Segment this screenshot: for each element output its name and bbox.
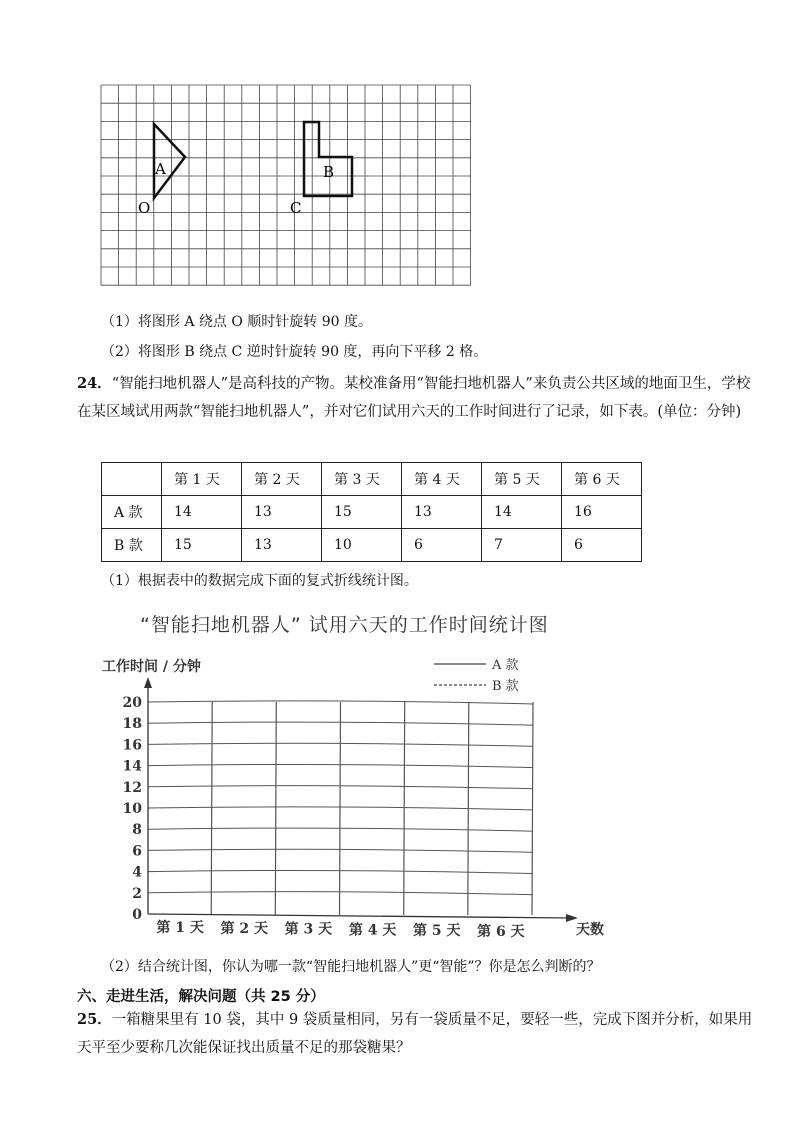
q24-number: 24． — [77, 375, 112, 392]
table-cell: A 款 — [102, 496, 162, 529]
y-axis-label: 工作时间 / 分钟 — [102, 659, 201, 675]
label-a: A — [155, 160, 166, 178]
chart-gridline — [148, 870, 533, 873]
q24-text — [77, 370, 757, 426]
chart-vline — [404, 702, 405, 915]
table-header-cell: 第 6 天 — [562, 463, 642, 496]
x-tick-label: 第 6 天 — [477, 924, 525, 940]
grid-figure — [96, 80, 480, 296]
chart-gridline — [148, 849, 533, 852]
chart-grid — [148, 701, 533, 915]
table-cell: 15 — [162, 529, 242, 562]
x-tick-label: 第 5 天 — [413, 923, 461, 940]
grid-lines — [101, 85, 471, 285]
table-cell: 6 — [402, 529, 482, 562]
x-tick-label: 第 3 天 — [284, 921, 333, 938]
table-cell: 13 — [242, 496, 322, 529]
y-tick-label: 20 — [122, 695, 142, 711]
label-c: C — [290, 199, 302, 217]
label-b: B — [323, 163, 335, 181]
table-header-cell: 第 5 天 — [482, 463, 562, 496]
y-tick-label: 12 — [122, 779, 142, 796]
y-tick-labels — [123, 695, 143, 923]
table-header-cell — [102, 463, 162, 496]
y-tick-label: 2 — [132, 885, 142, 902]
y-tick-label: 14 — [122, 758, 142, 775]
table-cell: 13 — [242, 529, 322, 562]
legend-b-label: B 款 — [492, 679, 519, 694]
y-tick-label: 8 — [132, 822, 142, 839]
table-cell: 6 — [562, 529, 642, 562]
table-cell: 14 — [162, 496, 242, 529]
x-axis — [148, 914, 570, 918]
y-tick-label: 16 — [122, 737, 142, 754]
table-header-cell: 第 2 天 — [242, 463, 322, 496]
table-cell: B 款 — [102, 529, 162, 562]
y-tick-label: 10 — [122, 801, 142, 817]
x-tick-label: 第 1 天 — [156, 920, 204, 936]
y-tick-label: 0 — [132, 907, 142, 923]
chart-vline — [468, 702, 469, 915]
x-tick-label: 第 4 天 — [348, 922, 397, 939]
chart-title: “智能扫地机器人” 试用六天的工作时间统计图 — [140, 614, 549, 636]
section-6-title: 六、走进生活，解决问题（共 25 分） — [77, 989, 325, 1005]
table-header-cell: 第 1 天 — [162, 463, 242, 496]
q24-part2: （2）结合统计图，你认为哪一款“智能扫地机器人”更“智能”？你是怎么判断的？ — [101, 959, 601, 975]
y-tick-label: 4 — [132, 864, 142, 881]
table-cell: 15 — [322, 496, 402, 529]
line-chart — [96, 640, 616, 946]
table-row — [102, 496, 642, 529]
x-tick-label: 第 2 天 — [220, 920, 269, 937]
chart-vline — [532, 702, 533, 915]
q25-number: 25． — [77, 1011, 112, 1028]
chart-vline — [275, 702, 276, 915]
chart-vline — [340, 702, 341, 915]
table-cell: 7 — [482, 529, 562, 562]
table-cell: 10 — [322, 529, 402, 562]
chart-vline — [211, 702, 212, 915]
q24-body: “智能扫地机器人”是高科技的产物。某校准备用“智能扫地机器人”来负责公共区域的地面卫生，学校在某区域试用两款“智能扫地机器人”，并对它们试用六天的工作时间进行了记录，如下表。(单位：分钟) — [77, 376, 751, 420]
chart-gridline — [148, 892, 533, 895]
q24-part1: （1）根据表中的数据完成下面的复式折线统计图。 — [101, 573, 418, 589]
q23-part2: （2）将图形 B 绕点 C 逆时针旋转 90 度，再向下平移 2 格。 — [101, 344, 488, 360]
y-axis-arrow-icon — [144, 677, 152, 688]
label-o: O — [138, 199, 151, 217]
table-header-row — [102, 463, 642, 496]
table-header-cell: 第 4 天 — [402, 463, 482, 496]
shape-b — [304, 122, 352, 196]
table-cell: 14 — [482, 496, 562, 529]
y-tick-label: 18 — [122, 716, 142, 733]
table-row — [102, 529, 642, 562]
x-axis-arrow-icon — [566, 914, 578, 922]
table-header-cell: 第 3 天 — [322, 463, 402, 496]
table-cell: 13 — [402, 496, 482, 529]
work-time-table — [101, 462, 642, 562]
y-tick-label: 6 — [132, 843, 142, 860]
q25-text — [77, 1006, 757, 1062]
legend-a-label: A 款 — [492, 658, 519, 673]
x-axis-label: 天数 — [576, 922, 604, 938]
table-cell: 16 — [562, 496, 642, 529]
x-tick-labels — [156, 919, 524, 940]
q25-body: 一箱糖果里有 10 袋，其中 9 袋质量相同，另有一袋质量不足，要轻一些，完成下图并分析，如果用天平至少要称几次能保证找出质量不足的那袋糖果？ — [77, 1012, 753, 1056]
q23-part1: （1）将图形 A 绕点 O 顺时针旋转 90 度。 — [101, 314, 373, 330]
